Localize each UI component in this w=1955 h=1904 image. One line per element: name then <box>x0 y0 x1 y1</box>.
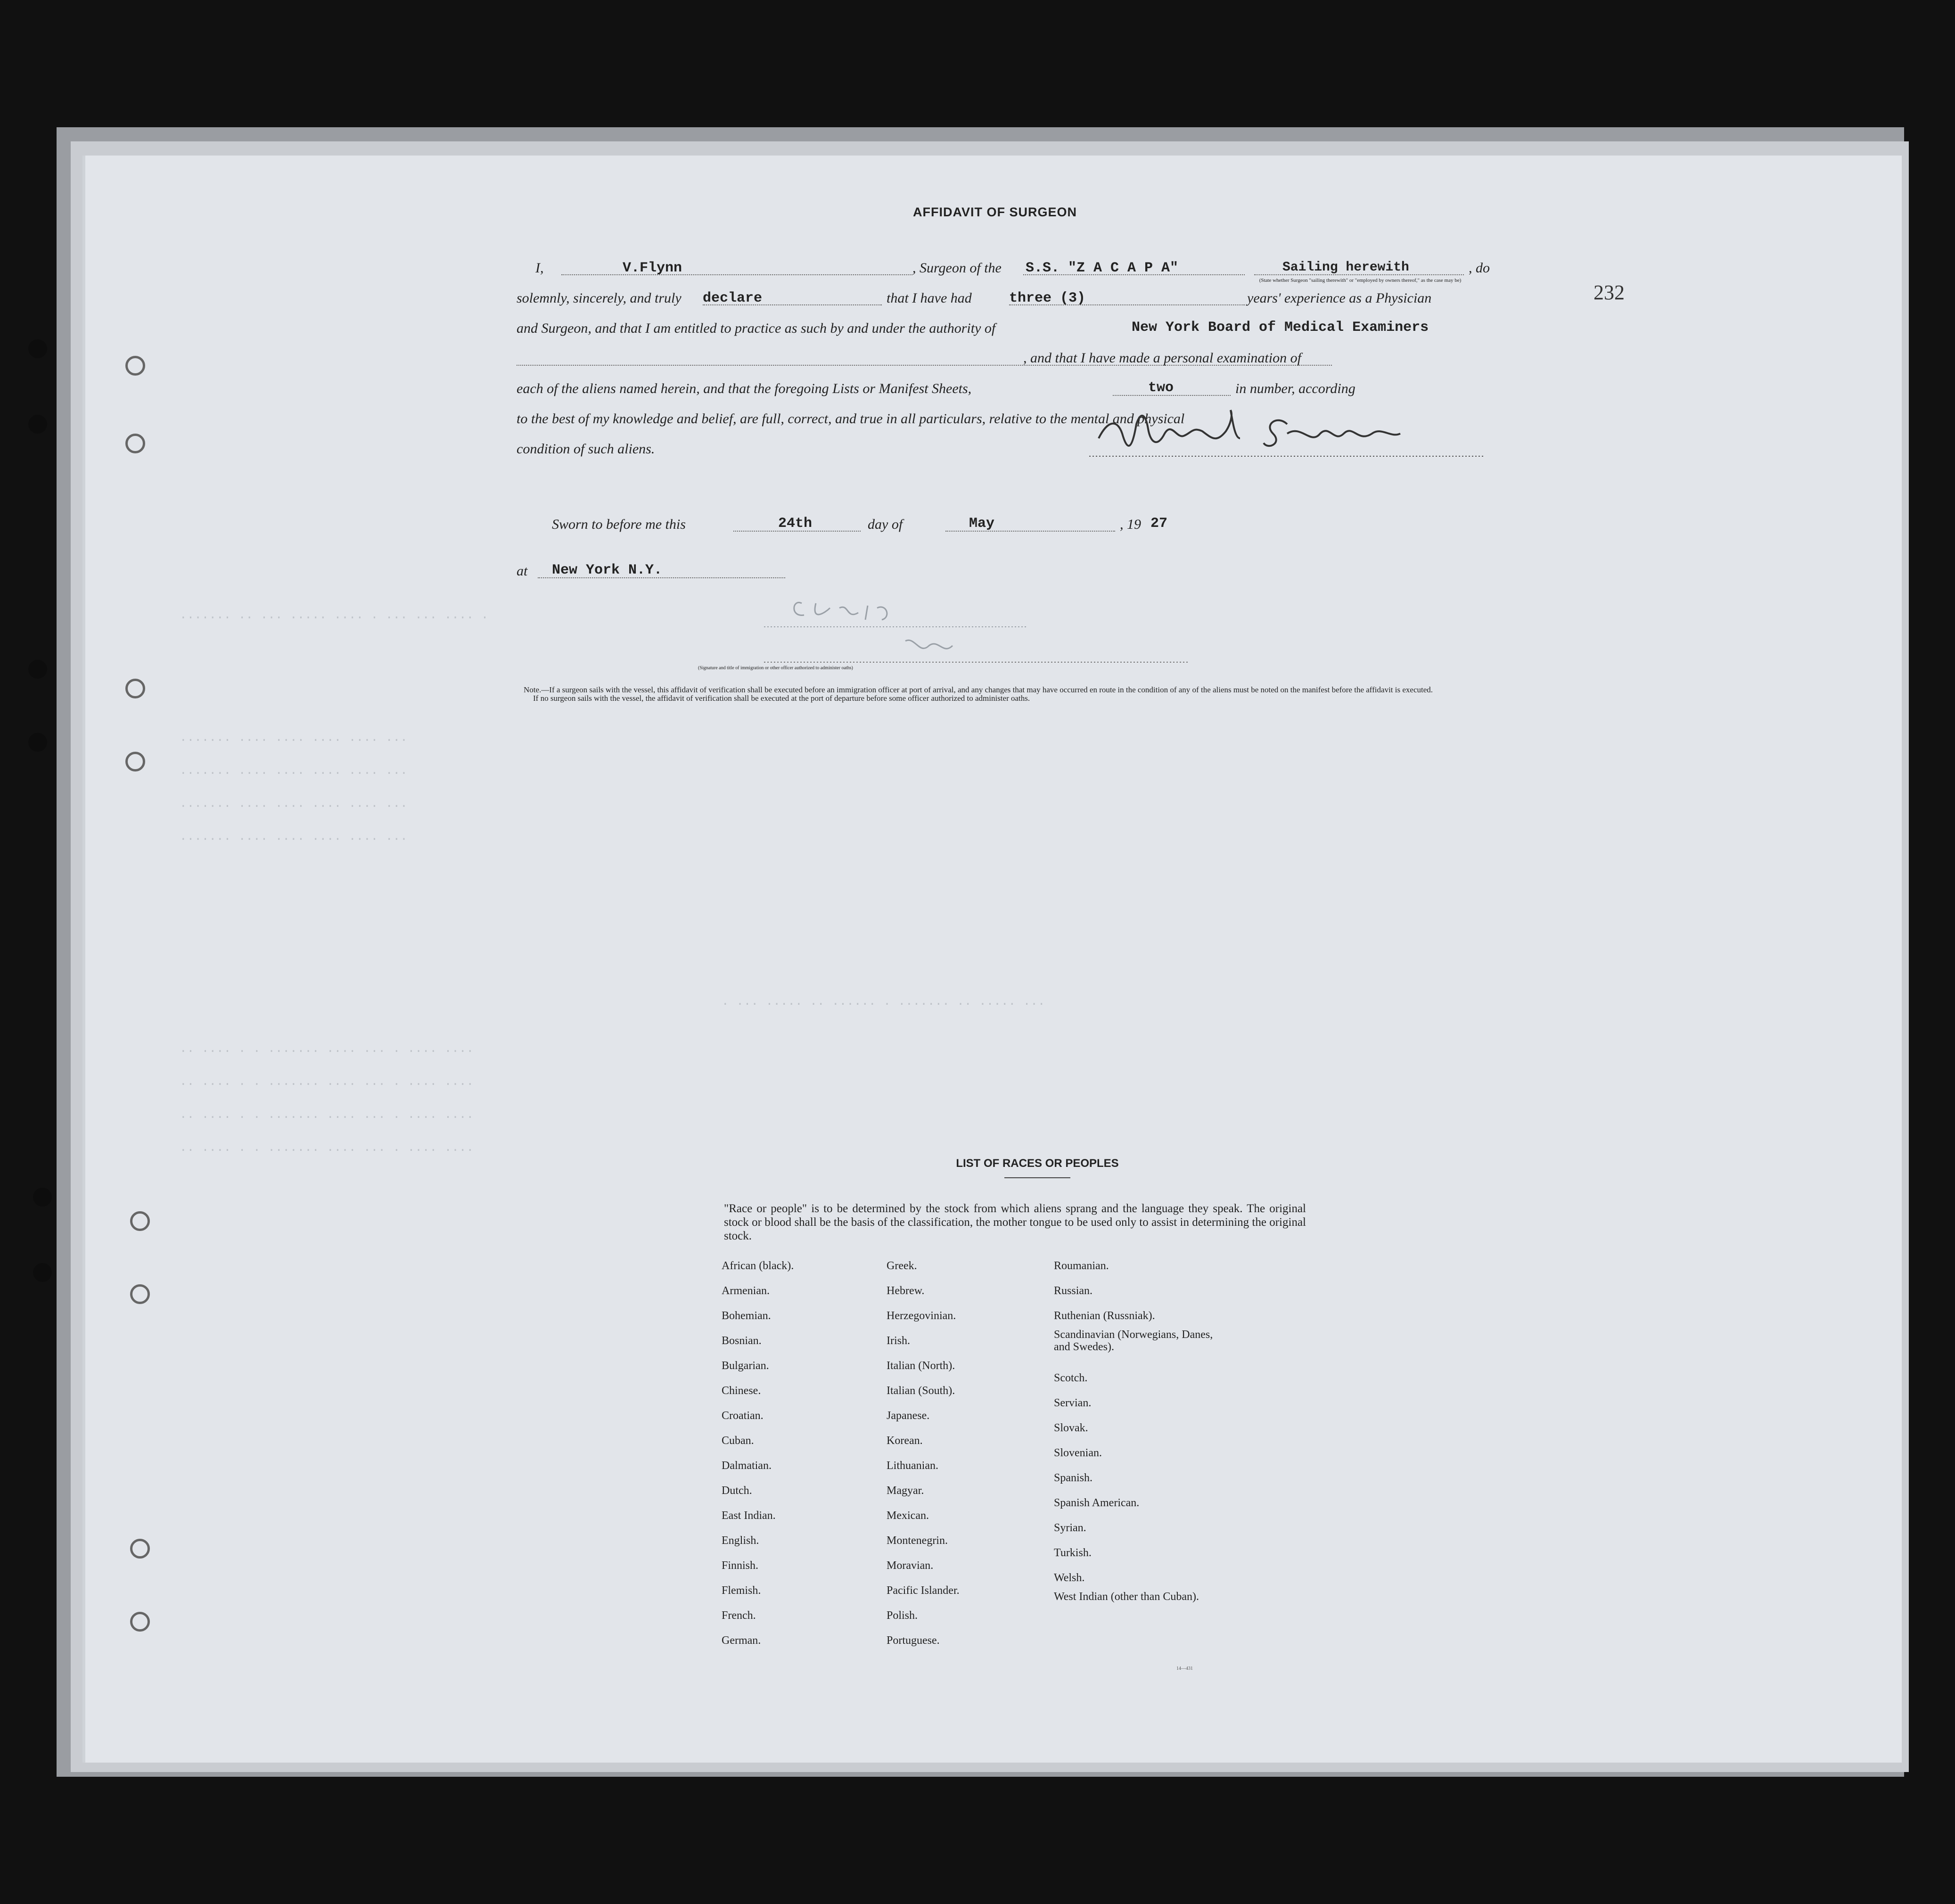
race-item: Herzegovinian. <box>887 1310 956 1322</box>
affidavit-page <box>82 156 1902 1763</box>
race-item: Bulgarian. <box>722 1360 769 1372</box>
punch-hole <box>130 1284 150 1304</box>
text-and-surgeon: and Surgeon, and that I am entitled to practice as such by and under the authority of <box>517 320 996 336</box>
race-item: Spanish. <box>1054 1472 1093 1484</box>
officer-caption: (Signature and title of immigration or other officer authorized to administer oaths) <box>698 665 853 671</box>
text-day-of: day of <box>868 517 903 532</box>
race-item: Slovak. <box>1054 1422 1088 1434</box>
text-that-i: that I have had <box>887 290 972 306</box>
race-item: French. <box>722 1609 756 1622</box>
race-item: Finnish. <box>722 1559 759 1572</box>
punch-hole <box>125 752 145 771</box>
bleed-through: .. .... . . ....... .... ... . .... .... <box>180 1075 474 1089</box>
punch-hole <box>130 1612 150 1632</box>
race-item: Russian. <box>1054 1285 1093 1297</box>
binder-hole <box>28 415 47 434</box>
race-item: Scandinavian (Norwegians, Danes, and Swedes). <box>1054 1329 1213 1353</box>
race-item: Magyar. <box>887 1485 924 1497</box>
race-item: Dalmatian. <box>722 1460 772 1472</box>
text-years-exp: years' experience as a Physician <box>1247 290 1432 306</box>
text-in-number: in number, according <box>1235 381 1355 396</box>
race-item: East Indian. <box>722 1510 776 1522</box>
race-item: Irish. <box>887 1335 910 1347</box>
binder-hole <box>33 1263 52 1282</box>
race-item: Montenegrin. <box>887 1535 948 1547</box>
race-item: African (black). <box>722 1260 794 1272</box>
sworn-month: May <box>969 516 995 532</box>
sailing-note: (State whether Surgeon "sailing therewith" or "employed by owners thereof," as the case may be) <box>1259 278 1462 283</box>
text-year-prefix: , 19 <box>1120 517 1141 532</box>
race-item: Spanish American. <box>1054 1497 1140 1509</box>
race-item: Lithuanian. <box>887 1460 938 1472</box>
sailing-status: Sailing herewith <box>1282 260 1409 275</box>
bleed-through: ....... .... .... .... .... ... <box>180 730 408 745</box>
surgeon-name: V.Flynn <box>623 260 682 276</box>
licensing-authority: New York Board of Medical Examiners <box>1132 320 1429 336</box>
text-at: at <box>517 563 528 579</box>
vessel-name: S.S. "Z A C A P A" <box>1026 260 1179 276</box>
binder-hole <box>28 339 47 358</box>
race-item: Servian. <box>1054 1397 1092 1409</box>
race-item: West Indian (other than Cuban). <box>1054 1591 1199 1603</box>
race-item: Polish. <box>887 1609 918 1622</box>
punch-hole <box>125 679 145 698</box>
bleed-through: ....... .... .... .... .... ... <box>180 829 408 844</box>
race-item: Welsh. <box>1054 1572 1085 1584</box>
race-item: Syrian. <box>1054 1522 1086 1534</box>
punch-hole <box>125 434 145 453</box>
race-item: Pacific Islander. <box>887 1584 960 1597</box>
races-title: LIST OF RACES OR PEOPLES <box>956 1157 1119 1170</box>
race-item: Italian (North). <box>887 1360 955 1372</box>
races-column-3 <box>1054 1254 1228 1616</box>
race-item: Chinese. <box>722 1385 761 1397</box>
sworn-place: New York N.Y. <box>552 562 663 578</box>
text-do: , do <box>1469 260 1490 276</box>
note-line-2: If no surgeon sails with the vessel, the affidavit of verification shall be executed at the port of departure before some officer authorized to administer oaths. <box>533 694 1030 703</box>
declare-word: declare <box>703 290 763 306</box>
page-number: 232 <box>1594 281 1625 304</box>
text-personal-exam: , and that I have made a personal examination of <box>1023 350 1301 366</box>
bleed-through: . ... ..... .. ...... . ....... .. ..... ... <box>722 994 1045 1009</box>
race-item: Flemish. <box>722 1584 761 1597</box>
sworn-day: 24th <box>778 516 813 532</box>
instruction-note <box>524 686 1466 703</box>
text-i: I, <box>535 260 544 276</box>
page-title: AFFIDAVIT OF SURGEON <box>913 205 1077 219</box>
punch-hole <box>130 1539 150 1559</box>
text-best-knowledge: to the best of my knowledge and belief, are full, correct, and true in all particulars, relative to the mental and physical <box>517 411 1185 427</box>
text-condition: condition of such aliens. <box>517 441 655 457</box>
bleed-through: ....... .... .... .... .... ... <box>180 763 408 778</box>
races-column-1 <box>722 1254 794 1653</box>
race-item: Hebrew. <box>887 1285 925 1297</box>
fill-line <box>561 274 912 275</box>
race-item: Scotch. <box>1054 1372 1088 1384</box>
race-item: Bohemian. <box>722 1310 771 1322</box>
race-item: Roumanian. <box>1054 1260 1109 1272</box>
binder-hole <box>28 733 47 752</box>
text-each-alien: each of the aliens named herein, and that the foregoing Lists or Manifest Sheets, <box>517 381 972 396</box>
race-item: Portuguese. <box>887 1634 940 1647</box>
text-surgeon-of: , Surgeon of the <box>912 260 1002 276</box>
sheet-count: two <box>1148 380 1174 396</box>
race-item: Korean. <box>887 1435 923 1447</box>
race-item: Greek. <box>887 1260 917 1272</box>
race-item: Dutch. <box>722 1485 752 1497</box>
race-item: Mexican. <box>887 1510 929 1522</box>
race-item: Turkish. <box>1054 1547 1092 1559</box>
punch-hole <box>130 1211 150 1231</box>
races-intro: "Race or people" is to be determined by the stock from which aliens sprang and the language they speak. The original stock or blood shall be the basis of the classification, the mother tongue to be used only to assist in determining the original stock. <box>724 1202 1306 1242</box>
surgeon-signature <box>1089 405 1485 462</box>
binder-hole <box>33 1188 52 1206</box>
note-line-1: Note.—If a surgeon sails with the vessel, this affidavit of verification shall be executed before an immigration officer at port of arrival, and any changes that may have occurred en route in the condition of any of the aliens must be noted on the manifest before the affidavit is executed. <box>524 685 1433 694</box>
years-experience: three (3) <box>1009 290 1086 306</box>
race-item: Croatian. <box>722 1410 764 1422</box>
race-item: Italian (South). <box>887 1385 955 1397</box>
race-item: Cuban. <box>722 1435 754 1447</box>
bleed-through: .. .... . . ....... .... ... . .... .... <box>180 1042 474 1056</box>
officer-signature <box>764 594 1198 669</box>
race-item: Bosnian. <box>722 1335 762 1347</box>
race-item: Moravian. <box>887 1559 934 1572</box>
race-item: English. <box>722 1535 759 1547</box>
punch-hole <box>125 356 145 376</box>
text-sworn: Sworn to before me this <box>552 517 686 532</box>
races-column-2 <box>887 1254 960 1653</box>
race-item: Armenian. <box>722 1285 770 1297</box>
bleed-through: ....... .... .... .... .... ... <box>180 796 408 811</box>
race-item: German. <box>722 1634 761 1647</box>
sworn-year: 27 <box>1150 516 1168 532</box>
binder-hole <box>28 660 47 679</box>
text-solemnly: solemnly, sincerely, and truly <box>517 290 682 306</box>
race-item: Slovenian. <box>1054 1447 1102 1459</box>
divider <box>1004 1177 1070 1178</box>
race-item: Japanese. <box>887 1410 930 1422</box>
bleed-through: ....... .. ... ..... .... . ... ... .... . <box>180 608 489 622</box>
bleed-through: .. .... . . ....... .... ... . .... .... <box>180 1141 474 1155</box>
race-item: Ruthenian (Russniak). <box>1054 1310 1155 1322</box>
bleed-through: .. .... . . ....... .... ... . .... .... <box>180 1108 474 1122</box>
form-code: 14—431 <box>1176 1666 1193 1671</box>
